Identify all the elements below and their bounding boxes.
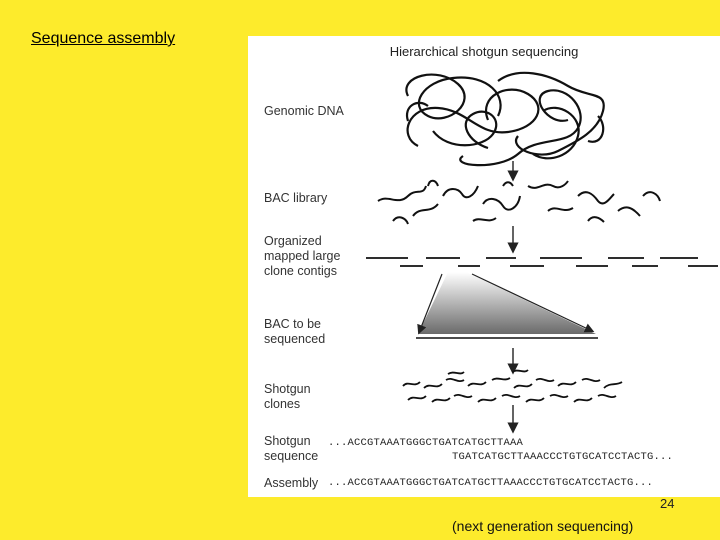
label-bac-to-be-sequenced: BAC to be sequenced: [264, 317, 326, 346]
footnote: (next generation sequencing): [452, 518, 634, 534]
page-number: 24: [660, 496, 675, 511]
label-clone-contigs: Organized mapped large clone contigs: [264, 234, 341, 278]
label-assembly: Assembly: [264, 476, 319, 490]
slide-title: Sequence assembly: [31, 30, 176, 47]
label-bac-library: BAC library: [264, 191, 328, 205]
hierarchical-shotgun-figure: [248, 36, 720, 497]
figure-title: Hierarchical shotgun sequencing: [389, 44, 579, 59]
label-genomic-dna: Genomic DNA: [264, 104, 344, 118]
shotgun-clone-fragments: [403, 370, 622, 402]
genomic-dna-tangle: [406, 73, 603, 165]
shotgun-read-2: TGATCATGCTTAAACCCTGTGCATCCTACTG...: [452, 451, 674, 463]
bac-zoom-triangle: [416, 272, 598, 338]
clone-contigs: [366, 258, 718, 266]
assembled-sequence: ...ACCGTAAATGGGCTGATCATGCTTAAACCCTGTGCATCCTACTG...: [328, 477, 654, 489]
shotgun-read-1: ...ACCGTAAATGGGCTGATCATGCTTAAA: [328, 437, 524, 449]
bac-library-fragments: [378, 181, 660, 224]
label-shotgun-clones: Shotgun clones: [264, 382, 311, 411]
label-shotgun-sequence: Shotgun sequence: [264, 434, 319, 463]
